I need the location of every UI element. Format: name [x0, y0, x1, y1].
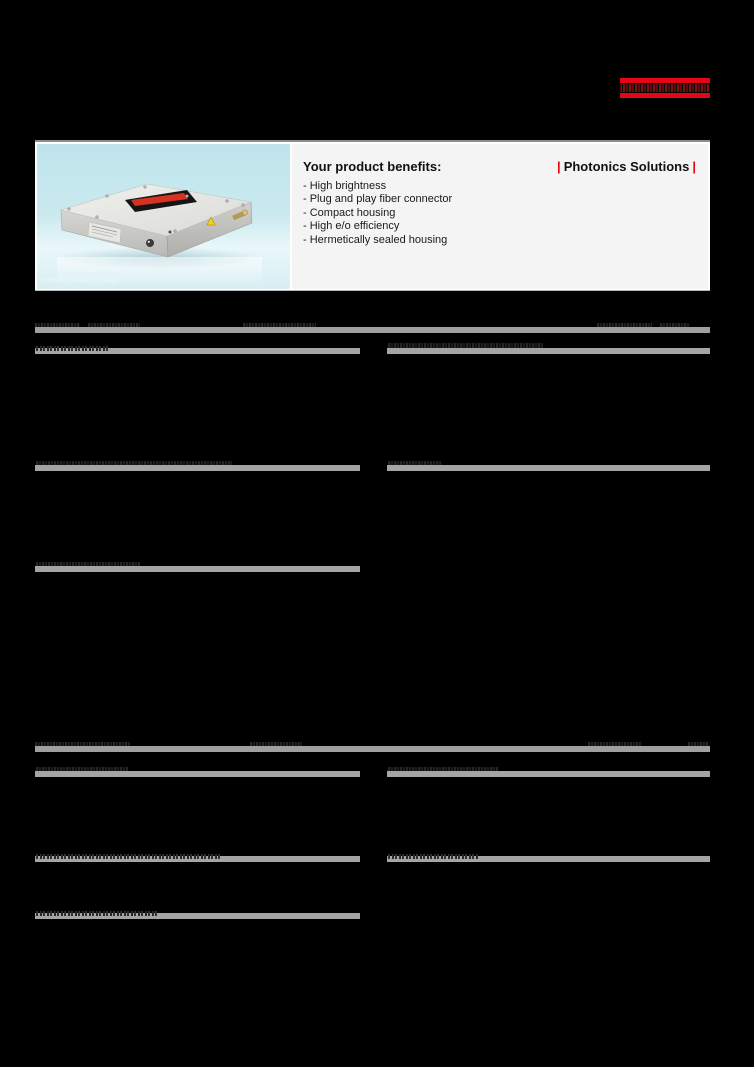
division-label-text: Photonics Solutions: [563, 159, 690, 174]
faint-text: [36, 854, 222, 859]
faint-text: [36, 911, 158, 916]
product-image: [37, 144, 290, 289]
logo-bottom-bar: [620, 93, 710, 98]
benefit-item: - High brightness: [303, 180, 387, 192]
section-rule: [387, 348, 710, 354]
benefit-item: - Plug and play fiber connector: [303, 193, 453, 206]
benefit-item: - Hermetically sealed housing: [303, 233, 448, 246]
company-logo: [620, 78, 710, 98]
logo-top-bar: [620, 78, 710, 83]
benefits-panel: [292, 144, 708, 289]
section-rule: [35, 771, 360, 777]
benefits-heading: Your product benefits:: [303, 159, 442, 174]
section-rule: [387, 465, 710, 471]
laser-module-illustration: [37, 144, 290, 289]
logo-wordmark-smudge: [620, 84, 710, 92]
division-separator-left: |: [557, 159, 561, 174]
image-caption: product similar to image: [41, 277, 121, 284]
section-rule: [35, 465, 360, 471]
section-rule: [35, 746, 710, 752]
benefit-item: - Compact housing: [303, 206, 396, 219]
section-rule: [387, 771, 710, 777]
benefit-item: - High e/o efficiency: [303, 220, 400, 233]
hero-box: [35, 140, 710, 291]
faint-text: [36, 346, 108, 351]
front-port: [146, 239, 154, 247]
benefits-list: [303, 180, 452, 247]
faint-text: [388, 854, 478, 859]
section-rule: [35, 566, 360, 572]
division-separator-right: |: [692, 159, 696, 174]
section-rule: [35, 327, 710, 333]
division-label: [554, 159, 699, 174]
